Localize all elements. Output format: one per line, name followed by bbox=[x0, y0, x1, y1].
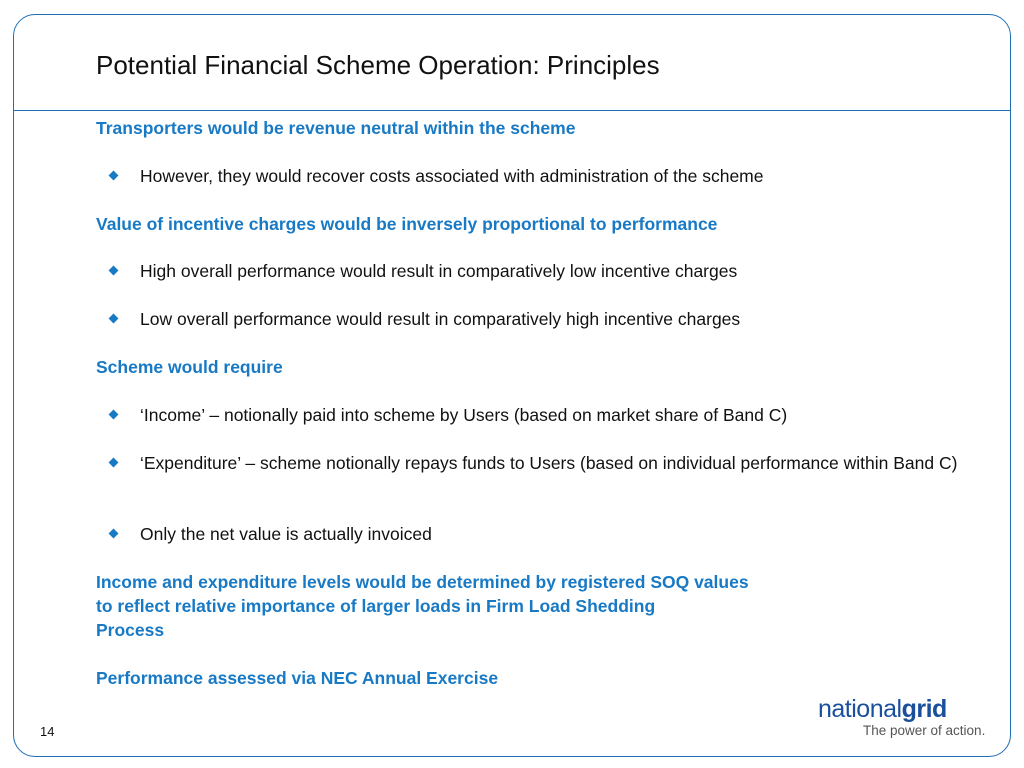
diamond-bullet-icon bbox=[109, 314, 119, 324]
national-grid-logo bbox=[818, 694, 994, 744]
logo-name-part2: grid bbox=[901, 695, 947, 723]
slide-title: Potential Financial Scheme Operation: Principles bbox=[96, 50, 660, 80]
bullet-text: ‘Income’ – notionally paid into scheme by Users (based on market share of Band C) bbox=[140, 405, 788, 425]
bullet-text: High overall performance would result in comparatively low incentive charges bbox=[140, 261, 738, 281]
heading-income-expenditure-line3: Process bbox=[96, 620, 165, 640]
heading-revenue-neutral: Transporters would be revenue neutral within the scheme bbox=[96, 118, 576, 138]
logo-name-part1: national bbox=[818, 695, 902, 723]
page-number: 14 bbox=[40, 724, 55, 739]
diamond-bullet-icon bbox=[109, 458, 119, 468]
heading-income-expenditure-line1: Income and expenditure levels would be determined by registered SOQ values bbox=[96, 572, 749, 592]
heading-income-expenditure-line2: to reflect relative importance of larger loads in Firm Load Shedding bbox=[96, 596, 656, 616]
bullet-text: ‘Expenditure’ – scheme notionally repays funds to Users (based on individual performance within Band C) bbox=[140, 453, 958, 473]
heading-incentive-charges: Value of incentive charges would be inversely proportional to performance bbox=[96, 214, 718, 234]
bullet-text: However, they would recover costs associated with administration of the scheme bbox=[140, 166, 764, 186]
diamond-bullet-icon bbox=[109, 410, 119, 420]
bullet-text: Low overall performance would result in comparatively high incentive charges bbox=[140, 309, 741, 329]
diamond-bullet-icon bbox=[109, 266, 119, 276]
heading-scheme-require: Scheme would require bbox=[96, 357, 283, 377]
logo-tagline: The power of action. bbox=[863, 723, 986, 738]
diamond-bullet-icon bbox=[109, 171, 119, 181]
bullet-text: Only the net value is actually invoiced bbox=[140, 524, 432, 544]
logo-wordmark bbox=[818, 694, 947, 724]
heading-performance-assessed: Performance assessed via NEC Annual Exercise bbox=[96, 668, 499, 688]
diamond-bullet-icon bbox=[109, 529, 119, 539]
